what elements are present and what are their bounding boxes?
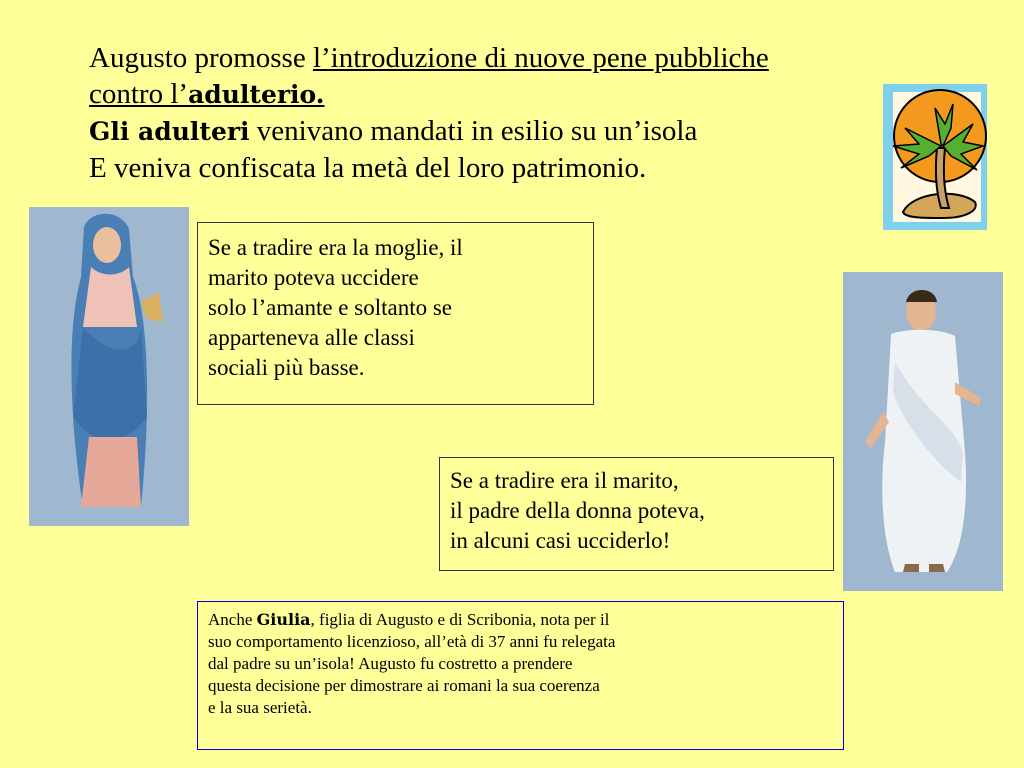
heading-line-1: Augusto promosse l’introduzione di nuove pene pubbliche	[89, 42, 769, 74]
palm-island-image	[883, 84, 987, 230]
heading-line-4: E veniva confiscata la metà del loro patrimonio.	[89, 152, 647, 184]
roman-man-image	[843, 272, 1003, 591]
husband-betrayal-box: Se a tradire era il marito, il padre della donna poteva, in alcuni casi ucciderlo!	[439, 457, 834, 571]
heading-line-3: Gli adulteri venivano mandati in esilio su un’isola	[89, 115, 698, 147]
wife-betrayal-box: Se a tradire era la moglie, il marito poteva uccidere solo l’amante e soltanto se apparteneva alle classi sociali più basse.	[197, 222, 594, 405]
giulia-note-box: Anche Giulia, figlia di Augusto e di Scribonia, nota per il suo comportamento licenzioso, all’età di 37 anni fu relegata dal padre su un’isola! Augusto fu costretto a prendere questa decisione per dimostrare ai romani la sua coerenza e la sua serietà.	[197, 601, 844, 750]
heading-line-2: contro l’adulterio.	[89, 78, 325, 110]
slide-heading	[89, 40, 1009, 186]
giulia-line-1: Anche Giulia, figlia di Augusto e di Scribonia, nota per il	[208, 610, 610, 629]
roman-woman-image	[29, 207, 189, 526]
